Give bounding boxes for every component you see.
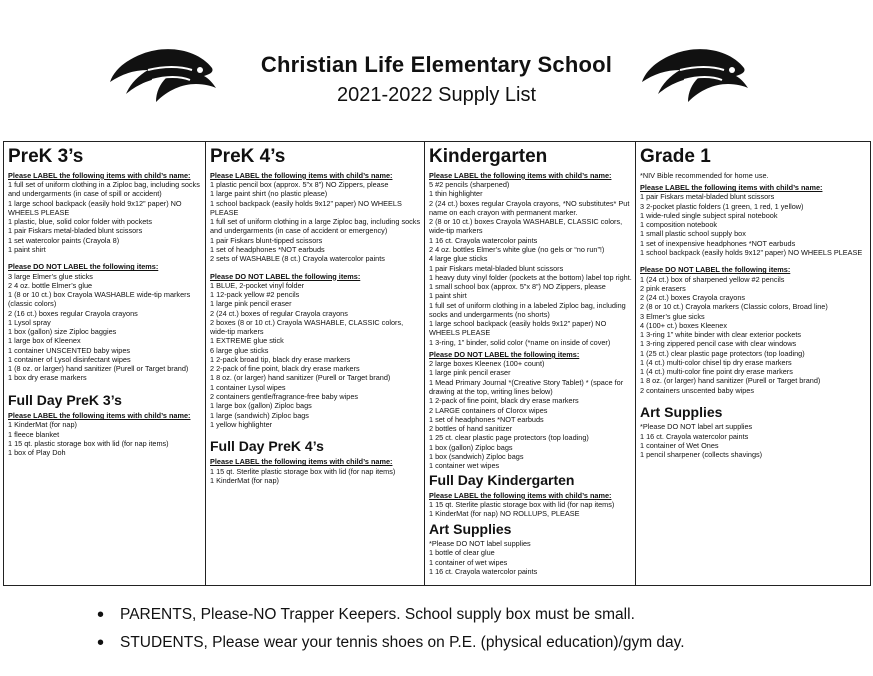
list-item: 1 full set of uniform clothing in a large Ziploc bag, including socks and undergarments (in case of accident or emergency) [210,217,421,236]
grade-column-prek4 [206,142,425,585]
list-item: 1 KinderMat (for nap) [210,475,279,485]
section-heading: Please DO NOT LABEL the following items: [210,271,361,281]
page-title: 2021-2022 Supply List [336,84,537,106]
list-item: 1 container of Wet Ones [640,440,719,450]
list-item: 3 Elmer’s glue sicks [640,311,705,321]
list-item: 1 container UNSCENTED baby wipes [8,345,131,355]
grade-title: Kindergarten [429,146,548,167]
section-note: *Please DO NOT label art supplies [640,422,753,432]
list-item: 1 large box of Kleenex [8,336,81,346]
list-item: 1 Mead Primary Journal *(Creative Story Tablet) * (space for drawing at the top, writing lines below) [429,377,624,396]
list-item: 1 pair Fiskars metal-bladed blunt scissors [429,263,564,273]
list-item: 1 paint shirt [8,245,46,255]
list-item: 1 25 ct. clear plastic page protectors (top loading) [429,433,589,443]
list-item: 2 containers unscented baby wipes [640,385,754,395]
section-heading: Please LABEL the following items with child’s name: [8,411,191,421]
section-title: Full Day Kindergarten [429,472,575,489]
section-heading: Please LABEL the following items with child’s name: [429,490,612,500]
list-item: 1 pair Fiskars metal-bladed blunt scissors [8,226,143,236]
list-item: 4 large glue sticks [429,254,488,264]
list-item: 1 full set of uniform clothing in a Ziploc bag, including socks and undergarments (in case of spill or accident) [8,180,200,199]
grade-column-kindergarten [425,142,636,585]
footer-note: • PARENTS, Please-NO Trapper Keepers. School supply box must be small. [95,606,855,624]
list-item: 1 large school backpack (easily hold 9x12” paper) NO WHEELS PLEASE [8,198,182,217]
list-item: 1 set of headphones *NOT earbuds [210,245,325,255]
section-title: Art Supplies [429,520,512,537]
list-item: 3 large Elmer’s glue sticks [8,271,93,281]
list-item: 1 heavy duty vinyl folder (pockets at the bottom) label top right. [429,272,632,282]
list-item: 2 4 oz. bottles Elmer’s white glue (no gels or “no run”!) [429,245,605,255]
section-title: Full Day PreK 3’s [8,391,122,408]
list-item: 2 (24 ct.) boxes Crayola crayons [640,293,746,303]
grade-title: PreK 3’s [8,146,84,167]
list-item: 1 box (gallon) size Ziploc baggies [8,327,117,337]
list-item: 1 pair Fiskars metal-bladed blunt scissors [640,192,775,202]
list-item: 1 small school box (approx. 5”x 8”) NO Zippers, please [429,282,606,292]
list-item: 1 set of headphones *NOT earbuds [429,414,544,424]
list-item: 1 8 oz. (or larger) hand sanitizer (Purell or Target brand) [640,376,821,386]
list-item: 1 fleece blanket [8,429,60,439]
section-heading: Please LABEL the following items with child’s name: [640,183,823,193]
list-item: 1 2-pack broad tip, black dry erase markers [210,354,351,364]
footer-note: • STUDENTS, Please wear your tennis shoes on P.E. (physical education)/gym day. [95,634,855,652]
list-item: 5 #2 pencils (sharpened) [429,180,510,190]
section-heading: Please LABEL the following items with child’s name: [210,457,393,467]
list-item: 2 4 oz. bottle Elmer’s glue [8,280,93,290]
list-item: 1 (4 ct.) multi-color fine point dry erase markers [640,367,793,377]
grade-column-prek3 [4,142,206,585]
section-heading: Please DO NOT LABEL the following items: [429,349,580,359]
list-item: 1 bottle of clear glue [429,548,495,558]
list-item: 2 bottles of hand sanitizer [429,424,513,434]
supply-grid [3,141,871,586]
list-item: 1 (4 ct.) multi-color chisel tip dry erase markers [640,357,792,367]
list-item: 2 sets of WASHABLE (8 ct.) Crayola watercolor paints [210,254,385,264]
list-item: 1 15 qt. plastic storage box with lid (for nap items) [8,438,169,448]
school-name: Christian Life Elementary School [260,52,613,77]
list-item: 2 2-pack of fine point, black dry erase markers [210,364,360,374]
list-item: 1 KinderMat (for nap) [8,420,77,430]
list-item: 1 set watercolor paints (Crayola 8) [8,235,120,245]
list-item: 1 (24 ct.) box of sharpened yellow #2 pencils [640,274,785,284]
list-item: 1 pencil sharpener (collects shavings) [640,450,763,460]
list-item: 1 3-ring zippered pencil case with clear windows [640,339,797,349]
list-item: 1 container of wet wipes [429,557,508,567]
section-title: Full Day PreK 4’s [210,438,324,455]
list-item: 2 (24 ct.) boxes of regular Crayola crayons [210,308,348,318]
list-item: 2 (16 ct.) boxes regular Crayola crayons [8,308,138,318]
list-item: 1 16 ct. Crayola watercolor paints [429,566,538,576]
list-item: 2 LARGE containers of Clorox wipes [429,405,548,415]
list-item: 2 containers gentle/fragrance-free baby wipes [210,392,359,401]
list-item: 1 BLUE, 2-pocket vinyl folder [210,280,305,290]
list-item: 1 large pink pencil eraser [429,368,511,378]
list-item: 1 box of Play Doh [8,448,66,458]
list-item: 1 (8 oz. or larger) hand sanitizer (Purell or Target brand) [8,364,189,374]
list-item: 1 box (gallon) Ziploc bags [429,442,513,452]
list-item: 3 2-pocket plastic folders (1 green, 1 red, 1 yellow) [640,201,804,211]
list-item: 1 composition notebook [640,220,718,230]
section-note: *NIV Bible recommended for home use. [640,170,769,180]
list-item: 1 plastic pencil box (approx. 5”x 8”) NO Zippers, please [210,180,389,190]
section-heading: Please LABEL the following items with child’s name: [429,170,612,180]
section-note: *Please DO NOT label supplies [429,538,531,548]
list-item: 1 2-pack of fine point, black dry erase markers [429,396,579,406]
list-item: 1 (25 ct.) clear plastic page protectors (top loading) [640,348,805,358]
list-item: 1 container Lysol wipes [210,382,286,392]
grade-title: PreK 4’s [210,146,286,167]
list-item: 1 yellow highlighter [210,419,273,429]
list-item: 1 3-ring, 1” binder, solid color (*name on inside of cover) [429,337,611,347]
list-item: 1 Lysol spray [8,317,51,327]
page-header [0,0,873,140]
list-item: 1 EXTREME glue stick [210,336,284,346]
list-item: 1 pair Fiskars blunt-tipped scissors [210,235,323,245]
list-item: 2 (8 or 10 ct.) Crayola markers (Classic colors, Broad line) [640,302,828,312]
list-item: 1 thin highlighter [429,189,483,199]
list-item: 1 large pink pencil eraser [210,299,292,309]
section-heading: Please DO NOT LABEL the following items: [8,262,159,272]
list-item: 1 16 ct. Crayola watercolor paints [640,431,749,441]
grade-column-grade1 [636,142,870,585]
list-item: 1 large paint shirt (no plastic please) [210,189,328,199]
list-item: 1 school backpack (easily holds 9x12” paper) NO WHEELS PLEASE [210,198,402,217]
list-item: 1 box dry erase markers [8,373,87,383]
list-item: 1 set of inexpensive headphones *NOT earbuds [640,238,796,248]
list-item: 1 container of Lysol disinfectant wipes [8,354,131,364]
list-item: 1 3-ring 1” white binder with clear exterior pockets [640,330,802,340]
list-item: 1 small plastic school supply box [640,229,746,239]
section-heading: Please DO NOT LABEL the following items: [640,265,791,275]
list-item: 2 large boxes Kleenex (100+ count) [429,359,545,369]
list-item: 2 pink erasers [640,283,686,293]
list-item: 4 (100+ ct.) boxes Kleenex [640,320,728,330]
list-item: 1 school backpack (easily holds 9x12” paper) NO WHEELS PLEASE [640,248,863,258]
section-heading: Please LABEL the following items with child’s name: [210,170,393,180]
list-item: 1 15 qt. Sterlite plastic storage box with lid (for nap items) [210,466,396,476]
grade-title: Grade 1 [640,146,711,167]
section-heading: Please LABEL the following items with child’s name: [8,170,191,180]
list-item: 1 8 oz. (or larger) hand sanitizer (Purell or Target brand) [210,373,391,383]
list-item: 1 (8 or 10 ct.) box Crayola WASHABLE wide-tip markers (classic colors) [8,290,191,309]
list-item: 1 full set of uniform clothing in a labeled Ziploc bag, including socks and undergarments (no shorts) [429,300,626,319]
list-item: 1 12-pack yellow #2 pencils [210,290,300,300]
eagle-logo-icon [640,40,750,110]
list-item: 6 large glue sticks [210,345,269,355]
list-item: 1 KinderMat (for nap) NO ROLLUPS, PLEASE [429,509,580,519]
list-item: 1 large school backpack (easily holds 9x12” paper) NO WHEELS PLEASE [429,319,607,338]
list-item: 1 container wet wipes [429,461,500,471]
list-item: 1 large box (gallon) Ziploc bags [210,401,312,411]
list-item: 1 paint shirt [429,291,467,301]
footer-notes [95,606,855,662]
list-item: 1 15 qt. Sterlite plastic storage box with lid (for nap items) [429,500,615,510]
list-item: 2 (24 ct.) boxes regular Crayola crayons, *NO substitutes* Put name on each crayon with permanent marker. [429,198,630,217]
list-item: 1 box (sandwich) Ziploc bags [429,451,524,461]
list-item: 2 boxes (8 or 10 ct.) Crayola WASHABLE, CLASSIC colors, wide-tip markers [210,317,404,337]
section-title: Art Supplies [640,404,723,420]
list-item: 1 large (sandwich) Ziploc bags [210,410,309,420]
list-item: 2 (8 or 10 ct.) boxes Crayola WASHABLE, CLASSIC colors, wide-tip markers [429,217,623,236]
list-item: 1 plastic, blue, solid color folder with pockets [8,217,152,227]
list-item: 1 16 ct. Crayola watercolor paints [429,235,538,245]
list-item: 1 wide-ruled single subject spiral notebook [640,210,778,220]
